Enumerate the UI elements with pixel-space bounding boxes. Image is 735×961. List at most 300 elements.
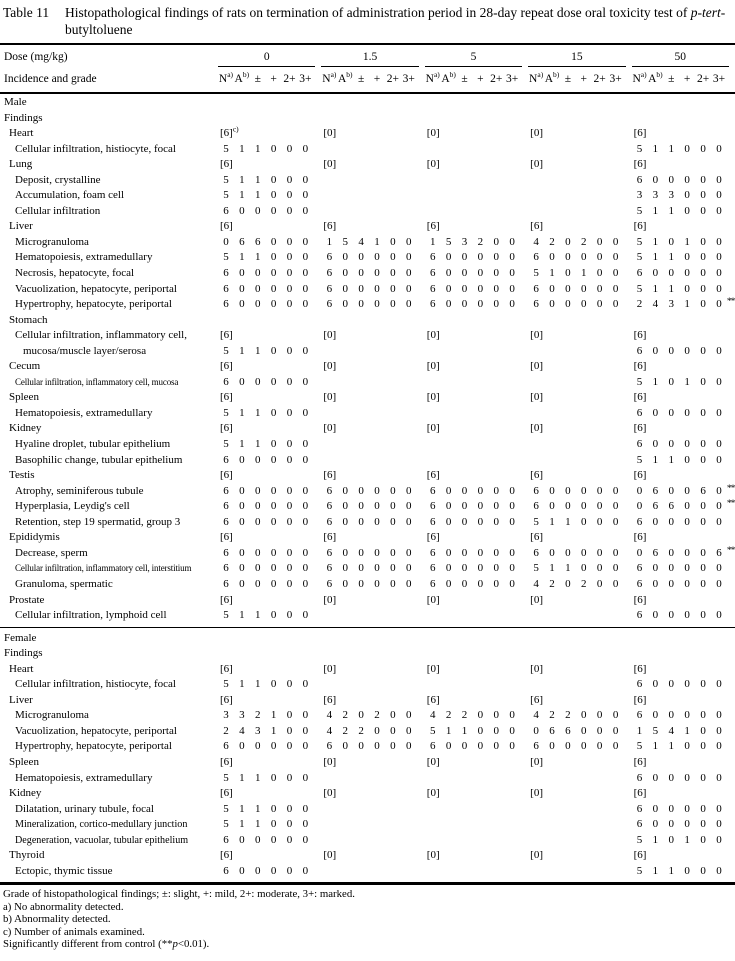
- grade-value: 0: [716, 344, 722, 357]
- grade-value: 0: [581, 724, 587, 737]
- grade-value: 6: [429, 546, 436, 559]
- grade-value: 0: [716, 864, 722, 877]
- grade-value: 5: [223, 771, 229, 784]
- table-row: [0, 111, 735, 127]
- grade-value: 2: [549, 577, 555, 590]
- row-groups: [218, 157, 735, 173]
- grade-value: 1: [668, 204, 675, 217]
- row-label: Microgranuloma: [15, 235, 89, 248]
- grade-value: 0: [716, 251, 722, 264]
- table-row: [0, 437, 735, 453]
- grade-value: 1: [326, 235, 333, 248]
- bracket-value: [6]: [633, 531, 647, 544]
- grade-value: 6: [223, 546, 229, 559]
- grade-value: 0: [270, 864, 277, 877]
- grade-value: 0: [302, 406, 309, 419]
- grade-value: 0: [652, 709, 659, 722]
- grade-value: 0: [270, 818, 277, 831]
- grade-value: 0: [668, 438, 675, 451]
- dose-group-cells: [218, 755, 321, 771]
- grade-value: 2: [461, 709, 468, 722]
- grade-value: 0: [668, 833, 675, 846]
- bracket-value: [6]: [323, 220, 337, 233]
- grade-value: 0: [700, 802, 706, 815]
- grade-value: 0: [493, 251, 500, 264]
- footnote-text: c) Number of animals examined.: [3, 925, 145, 938]
- grade-value: 0: [684, 771, 690, 784]
- dose-group-cells: [218, 142, 321, 158]
- bracket-value: [0]: [426, 593, 440, 606]
- bracket-value: [0]: [530, 329, 543, 342]
- dose-group-cells: [321, 453, 424, 469]
- dose-group-cells: [425, 724, 528, 740]
- grade-value: 0: [406, 235, 412, 248]
- grade-value: 0: [684, 453, 690, 466]
- dose-group-cells: [321, 297, 424, 313]
- row-groups: [218, 833, 735, 849]
- grade-value: 6: [429, 740, 436, 753]
- table-row: [0, 453, 735, 469]
- dose-group-cells: [632, 219, 735, 235]
- grade-value: 0: [652, 438, 659, 451]
- grade-value: 0: [700, 267, 706, 280]
- dose-group-cells: [321, 468, 424, 484]
- grade-col-header: $A^{b)}$: [544, 70, 560, 85]
- dose-group-cells: [425, 375, 528, 391]
- row-groups: [218, 484, 735, 500]
- grade-value: 0: [445, 546, 452, 559]
- grade-value: 0: [445, 298, 452, 311]
- grade-value: 0: [286, 562, 293, 575]
- grade-value: 0: [700, 500, 706, 513]
- grade-value: 1: [652, 282, 659, 295]
- dose-group-cells: [632, 390, 735, 406]
- bracket-value: [6]: [530, 693, 543, 706]
- grade-value: 6: [326, 267, 333, 280]
- dose-group-cells: [425, 817, 528, 833]
- dose-group-cells: [218, 421, 321, 437]
- dose-group-cells: [321, 739, 424, 755]
- grade-value: 0: [700, 864, 706, 877]
- bracket-value: [6]: [220, 220, 233, 233]
- grade-value: 0: [270, 515, 277, 528]
- significance-mark: **: [726, 499, 735, 510]
- table-row: [0, 608, 735, 624]
- dose-group-cells: [321, 390, 424, 406]
- grade-value: 0: [549, 282, 555, 295]
- row-label: Microgranuloma: [15, 709, 89, 722]
- grade-value: 0: [286, 142, 293, 155]
- dose-group-cells: [425, 662, 528, 678]
- dose-group-cells: [425, 631, 528, 647]
- dose-group-cells: [528, 375, 631, 391]
- dose-group-cells: [632, 755, 735, 771]
- grade-value: 0: [581, 740, 587, 753]
- grade-value: 0: [390, 500, 396, 513]
- grade-value: 0: [716, 375, 722, 388]
- row-label: Kidney: [9, 422, 42, 435]
- grade-value: 0: [477, 562, 484, 575]
- dose-group-cells: [321, 593, 424, 609]
- row-groups: [218, 235, 735, 251]
- grade-value: 1: [239, 678, 245, 691]
- grade-value: 0: [286, 709, 293, 722]
- grade-value: 6: [533, 282, 539, 295]
- grade-value: 0: [302, 189, 309, 202]
- grade-value: 1: [254, 189, 261, 202]
- dose-group-cells: [425, 546, 528, 562]
- dose-group-cells: [425, 250, 528, 266]
- grade-value: 0: [302, 235, 309, 248]
- table-row: [0, 708, 735, 724]
- dose-group-cells: [528, 266, 631, 282]
- grade-value: 6: [700, 484, 706, 497]
- title-text: [65, 5, 733, 38]
- dose-group-cells: [321, 864, 424, 880]
- grade-col-header: $N^{a)}$: [322, 70, 337, 85]
- grade-value: 0: [565, 282, 571, 295]
- bracket-value: [0]: [530, 787, 543, 800]
- grade-value: 1: [254, 818, 261, 831]
- dose-group-cells: [528, 250, 631, 266]
- grade-value: 0: [286, 678, 293, 691]
- dose-group-cells: [528, 468, 631, 484]
- bracket-value: [6]: [633, 662, 647, 675]
- grade-value: 0: [700, 251, 706, 264]
- grade-value: 0: [406, 546, 412, 559]
- table-row: [0, 833, 735, 849]
- table-row: [0, 359, 735, 375]
- grade-value: 4: [358, 235, 364, 248]
- grade-value: 0: [390, 562, 396, 575]
- grade-value: 0: [716, 515, 722, 528]
- dose-group-cells: [218, 297, 321, 313]
- grade-value: 2: [581, 235, 587, 248]
- grade-value: 0: [477, 724, 484, 737]
- table-body: [0, 94, 735, 879]
- row-label: Mineralization, cortico-medullary junction: [15, 819, 188, 831]
- grade-value: 0: [270, 577, 277, 590]
- grade-value: 6: [668, 500, 675, 513]
- table-row: [0, 515, 735, 531]
- bracket-value: [6]: [323, 469, 337, 482]
- grade-value: 0: [302, 802, 309, 815]
- bracket-value: [0]: [530, 662, 543, 675]
- dose-group-cells: [425, 693, 528, 709]
- grade-value: 0: [390, 709, 396, 722]
- table-row: [0, 328, 735, 344]
- row-groups: [218, 468, 735, 484]
- grade-value: 0: [390, 267, 396, 280]
- dose-group-cells: [425, 786, 528, 802]
- row-groups: [218, 662, 735, 678]
- bracket-value: [0]: [426, 360, 440, 373]
- grade-value: 6 **: [716, 545, 735, 559]
- grade-value: 6: [326, 546, 333, 559]
- grade-value: 0: [700, 453, 706, 466]
- grade-value: 6: [223, 298, 229, 311]
- dose-group-cells: [528, 546, 631, 562]
- grade-value: 4: [533, 577, 539, 590]
- bracket-value: [6]: [426, 531, 440, 544]
- grade-col-header: $N^{a)}$: [218, 70, 234, 85]
- grade-value: 0: [477, 282, 484, 295]
- dose-group-cells: [528, 95, 631, 111]
- bracket-value: [0]: [323, 787, 337, 800]
- grade-value: 1: [254, 173, 261, 186]
- grade-value: 6: [326, 562, 333, 575]
- grade-value: 0: [374, 562, 380, 575]
- row-label: Findings: [4, 647, 43, 660]
- grade-value: 5: [223, 802, 229, 815]
- grade-value: 0: [581, 484, 587, 497]
- grade-value: 0: [461, 546, 468, 559]
- grade-value: 6: [223, 577, 229, 590]
- grade-value: 0: [374, 267, 380, 280]
- grade-value: 0: [302, 864, 309, 877]
- grade-value: 1: [652, 740, 659, 753]
- grade-value: 2: [549, 235, 555, 248]
- dose-group-cells: [632, 608, 735, 624]
- bracket-value: [6]: [323, 693, 337, 706]
- row-label: Heart: [9, 127, 34, 140]
- grade-value: 6: [223, 740, 229, 753]
- grade-value: 0: [270, 267, 277, 280]
- grade-value: 6: [239, 235, 245, 248]
- grade-value: 0: [596, 235, 603, 248]
- grade-value: 0: [652, 577, 659, 590]
- grade-value: 0: [581, 709, 587, 722]
- grade-value: 0: [612, 298, 619, 311]
- table-row: [0, 188, 735, 204]
- footnote-text: b) Abnormality detected.: [3, 913, 111, 926]
- grade-value: 0: [286, 864, 293, 877]
- dose-group-cells: [218, 266, 321, 282]
- grade-value: 6: [326, 515, 333, 528]
- grade-value: 0: [668, 709, 675, 722]
- grade-value: 0: [374, 577, 380, 590]
- dose-group: [528, 50, 631, 67]
- grade-value: 0: [684, 484, 690, 497]
- grade-value: 6: [636, 609, 643, 622]
- dose-group-cells: [632, 546, 735, 562]
- grade-value: 0: [716, 740, 722, 753]
- grade-value: 5: [533, 267, 539, 280]
- grade-col-header: +: [373, 73, 381, 85]
- grade-value: 6: [636, 438, 643, 451]
- row-groups: [218, 282, 735, 298]
- grade-value: 6: [636, 344, 643, 357]
- grade-value: 0: [477, 546, 484, 559]
- bracket-value: [6]: [323, 531, 337, 544]
- table-row: [0, 313, 735, 329]
- grade-value: 0: [668, 406, 675, 419]
- grade-value: 6: [429, 484, 436, 497]
- grade-value: 0: [493, 282, 500, 295]
- grade-value: 1: [270, 724, 277, 737]
- bracket-value: [0]: [426, 849, 440, 862]
- dose-group-cells: [528, 157, 631, 173]
- dose-group: [218, 50, 321, 67]
- grade-value: 0: [374, 740, 380, 753]
- grade-value: 0: [358, 298, 364, 311]
- table-row: [0, 802, 735, 818]
- grade-value: 0: [270, 189, 277, 202]
- grade-groups: [218, 67, 735, 92]
- dose-groups: [218, 50, 735, 67]
- dose-group-cells: [632, 375, 735, 391]
- row-label: Hypertrophy, hepatocyte, periportal: [15, 740, 172, 753]
- table-row: [0, 848, 735, 864]
- grade-value: 0: [302, 818, 309, 831]
- grade-col-header: ±: [254, 73, 261, 85]
- grade-value: 0: [716, 562, 722, 575]
- dose-group-cells: [425, 561, 528, 577]
- grade-value: 0: [509, 500, 515, 513]
- grade-col-header: $N^{a)}$: [529, 70, 544, 85]
- dose-group-cells: [528, 219, 631, 235]
- dose-group-cells: [528, 282, 631, 298]
- grade-value: 0: [302, 204, 309, 217]
- dose-group-cells: [528, 739, 631, 755]
- grade-value: 0: [700, 515, 706, 528]
- dose-group-cells: [218, 157, 321, 173]
- dose-group-cells: [321, 126, 424, 142]
- grade-value: 0: [612, 515, 619, 528]
- grade-value: 0: [668, 577, 675, 590]
- grade-value: 0: [374, 724, 380, 737]
- grade-value: 6: [326, 282, 333, 295]
- grade-value: 6: [223, 375, 229, 388]
- dose-group-cells: [218, 864, 321, 880]
- bracket-value: [0]: [426, 755, 440, 768]
- grade-value: 6: [636, 709, 643, 722]
- grade-value: 0: [716, 724, 722, 737]
- grade-value: 0: [716, 577, 722, 590]
- bracket-value: [6]: [220, 329, 233, 342]
- grade-value: 0: [445, 282, 452, 295]
- grade-value: 0: [700, 818, 706, 831]
- grade-value: 6: [429, 515, 436, 528]
- dose-group-cells: [321, 530, 424, 546]
- grade-col-header: +: [270, 73, 277, 85]
- grade-value: 0: [406, 709, 412, 722]
- table-row: [0, 235, 735, 251]
- grade-value: 0: [286, 724, 293, 737]
- grade-value: 0: [581, 546, 587, 559]
- grade-value: 5: [636, 740, 643, 753]
- grade-value: 0: [270, 438, 277, 451]
- row-groups: [218, 406, 735, 422]
- dose-group-cells: [218, 468, 321, 484]
- row-label: Hematopoiesis, extramedullary: [15, 251, 153, 264]
- grade-value: 6: [223, 864, 229, 877]
- grade-value: 5: [223, 438, 229, 451]
- dose-group-cells: [632, 453, 735, 469]
- grade-value: 5: [636, 204, 643, 217]
- bracket-value: [6]: [220, 593, 233, 606]
- grade-group: [425, 67, 528, 92]
- row-groups: [218, 453, 735, 469]
- grade-value: 5: [636, 251, 643, 264]
- grade-value: 0: [406, 577, 412, 590]
- grade-value: 6: [223, 282, 229, 295]
- grade-value: 2: [565, 709, 571, 722]
- dose-group-cells: [425, 515, 528, 531]
- grade-value: 1: [270, 709, 277, 722]
- grade-value: 0: [358, 484, 364, 497]
- grade-value: 0: [239, 833, 245, 846]
- grade-value: 0: [716, 282, 722, 295]
- grade-value: 0: [581, 298, 587, 311]
- row-label: Cecum: [9, 360, 41, 373]
- grade-value: 0: [509, 562, 515, 575]
- dose-group-cells: [321, 631, 424, 647]
- dose-group-cells: [632, 646, 735, 662]
- dose-group-cells: [321, 771, 424, 787]
- grade-value: 6: [636, 173, 643, 186]
- superscript-note: a): [330, 70, 337, 80]
- grade-value: 0: [270, 173, 277, 186]
- row-groups: [218, 313, 735, 329]
- table-row: [0, 739, 735, 755]
- table-row: [0, 157, 735, 173]
- significance-mark: **: [726, 483, 735, 494]
- dose-group-cells: [425, 499, 528, 515]
- grade-value: 6: [652, 500, 659, 513]
- grade-value: 4: [429, 709, 436, 722]
- bracket-value: [0]: [530, 127, 543, 140]
- bracket-value: [6]: [220, 693, 233, 706]
- row-groups: [218, 437, 735, 453]
- dose-group-cells: [321, 817, 424, 833]
- dose-group-cells: [321, 406, 424, 422]
- grade-value: 0: [549, 546, 555, 559]
- table-row: [0, 662, 735, 678]
- grade-value: 6: [652, 546, 659, 559]
- row-groups: [218, 250, 735, 266]
- grade-value: 0: [493, 298, 500, 311]
- dose-group-cells: [218, 546, 321, 562]
- dose-group-cells: [528, 646, 631, 662]
- grade-value: 0: [270, 251, 277, 264]
- bracket-value: [0]: [323, 158, 337, 171]
- table-row: [0, 530, 735, 546]
- dose-group-cells: [528, 173, 631, 189]
- grade-value: 0: [652, 818, 659, 831]
- grade-value: 6: [254, 235, 261, 248]
- footnote-line: [3, 926, 733, 938]
- grade-value: 0: [684, 406, 690, 419]
- dose-group-cells: [321, 266, 424, 282]
- grade-value: 0: [390, 546, 396, 559]
- dose-group-cells: [632, 499, 735, 515]
- grade-value: 5: [636, 142, 643, 155]
- dose-group-cells: [632, 739, 735, 755]
- dose-group-cells: [321, 662, 424, 678]
- grade-value: 0: [716, 438, 722, 451]
- grade-value: 0: [270, 609, 277, 622]
- row-label: Spleen: [9, 391, 39, 404]
- row-label: Decrease, sperm: [15, 546, 88, 559]
- grade-value: 0: [270, 142, 277, 155]
- dose-group-cells: [632, 111, 735, 127]
- grade-value: 0: [596, 515, 603, 528]
- bracket-value: [0]: [323, 755, 337, 768]
- grade-value: 6: [533, 298, 539, 311]
- grade-value: 0: [612, 500, 619, 513]
- dose-group-cells: [218, 693, 321, 709]
